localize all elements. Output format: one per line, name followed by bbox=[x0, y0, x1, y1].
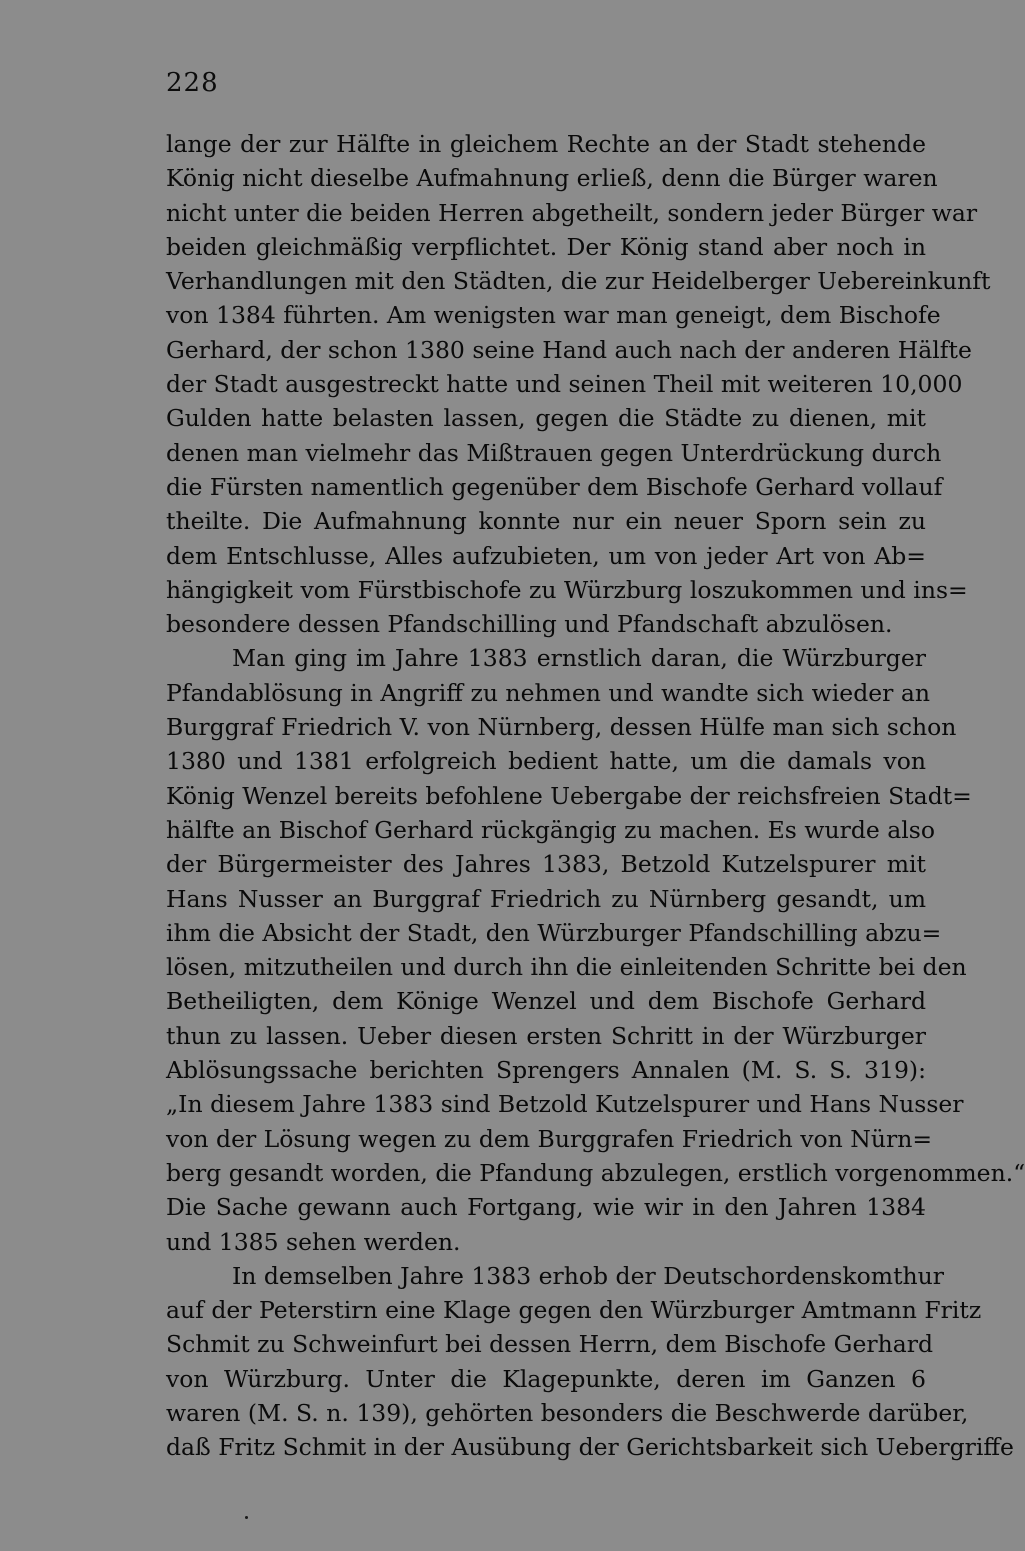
text-line: 1380 und 1381 erfolgreich bedient hatte, um die damals von bbox=[166, 747, 926, 776]
text-line: beiden gleichmäßig verpflichtet. Der König stand aber noch in bbox=[166, 232, 926, 261]
text-line: von der Lösung wegen zu dem Burggrafen Friedrich von Nürn= bbox=[166, 1124, 933, 1153]
text-line: dem Entschlusse, Alles aufzubieten, um von jeder Art von Ab= bbox=[166, 541, 926, 570]
page-number: 228 bbox=[166, 68, 219, 98]
text-line: „In diesem Jahre 1383 sind Betzold Kutzelspurer und Hans Nusser bbox=[166, 1090, 964, 1119]
text-line: der Bürgermeister des Jahres 1383, Betzold Kutzelspurer mit bbox=[166, 850, 926, 879]
text-line: Ablösungssache berichten Sprengers Annalen (M. S. S. 319): bbox=[166, 1056, 926, 1085]
text-line: von Würzburg. Unter die Klagepunkte, deren im Ganzen 6 bbox=[166, 1364, 926, 1393]
text-line: Man ging im Jahre 1383 ernstlich daran, die Würzburger bbox=[232, 644, 926, 673]
text-line: Gerhard, der schon 1380 seine Hand auch nach der anderen Hälfte bbox=[166, 335, 972, 364]
text-line: Pfandablösung in Angriff zu nehmen und wandte sich wieder an bbox=[166, 678, 930, 707]
text-line: der Stadt ausgestreckt hatte und seinen Theil mit weiteren 10,000 bbox=[166, 370, 963, 399]
text-line: Burggraf Friedrich V. von Nürnberg, dessen Hülfe man sich schon bbox=[166, 713, 957, 742]
text-line: hälfte an Bischof Gerhard rückgängig zu machen. Es wurde also bbox=[166, 815, 935, 844]
text-line: nicht unter die beiden Herren abgetheilt, sondern jeder Bürger war bbox=[166, 198, 978, 227]
text-line: und 1385 sehen werden. bbox=[166, 1227, 461, 1256]
text-line: Gulden hatte belasten lassen, gegen die Städte zu dienen, mit bbox=[166, 404, 926, 433]
text-line: hängigkeit vom Fürstbischofe zu Würzburg loszukommen und ins= bbox=[166, 575, 968, 604]
text-line: Die Sache gewann auch Fortgang, wie wir in den Jahren 1384 bbox=[166, 1193, 926, 1222]
text-line: Schmit zu Schweinfurt bei dessen Herrn, dem Bischofe Gerhard bbox=[166, 1330, 934, 1359]
text-line: theilte. Die Aufmahnung konnte nur ein neuer Sporn sein zu bbox=[166, 507, 926, 536]
text-line: Betheiligten, dem Könige Wenzel und dem Bischofe Gerhard bbox=[166, 987, 926, 1016]
text-line: die Fürsten namentlich gegenüber dem Bischofe Gerhard vollauf bbox=[166, 472, 943, 501]
text-line: waren (M. S. n. 139), gehörten besonders die Beschwerde darüber, bbox=[166, 1398, 969, 1427]
text-line: König nicht dieselbe Aufmahnung erließ, denn die Bürger waren bbox=[166, 164, 938, 193]
paper-speck bbox=[245, 1516, 248, 1519]
text-line: von 1384 führten. Am wenigsten war man geneigt, dem Bischofe bbox=[166, 301, 941, 330]
text-line: lösen, mitzutheilen und durch ihn die einleitenden Schritte bei den bbox=[166, 953, 967, 982]
text-line: daß Fritz Schmit in der Ausübung der Gerichtsbarkeit sich Uebergriffe bbox=[166, 1433, 1014, 1462]
text-line: berg gesandt worden, die Pfandung abzulegen, erstlich vorgenommen.“ bbox=[166, 1158, 1025, 1187]
text-line: ihm die Absicht der Stadt, den Würzburger Pfandschilling abzu= bbox=[166, 918, 942, 947]
text-line: denen man vielmehr das Mißtrauen gegen Unterdrückung durch bbox=[166, 438, 942, 467]
text-line: In demselben Jahre 1383 erhob der Deutschordenskomthur bbox=[232, 1261, 945, 1290]
text-line: Hans Nusser an Burggraf Friedrich zu Nürnberg gesandt, um bbox=[166, 884, 926, 913]
text-line: König Wenzel bereits befohlene Uebergabe der reichsfreien Stadt= bbox=[166, 781, 972, 810]
text-line: lange der zur Hälfte in gleichem Rechte an der Stadt stehende bbox=[166, 130, 926, 158]
text-line: Verhandlungen mit den Städten, die zur Heidelberger Uebereinkunft bbox=[166, 267, 991, 296]
text-line: thun zu lassen. Ueber diesen ersten Schritt in der Würzburger bbox=[166, 1021, 926, 1050]
body-text bbox=[166, 127, 1025, 1465]
text-line: auf der Peterstirn eine Klage gegen den Würzburger Amtmann Fritz bbox=[166, 1296, 982, 1325]
text-line: besondere dessen Pfandschilling und Pfandschaft abzulösen. bbox=[166, 610, 893, 639]
